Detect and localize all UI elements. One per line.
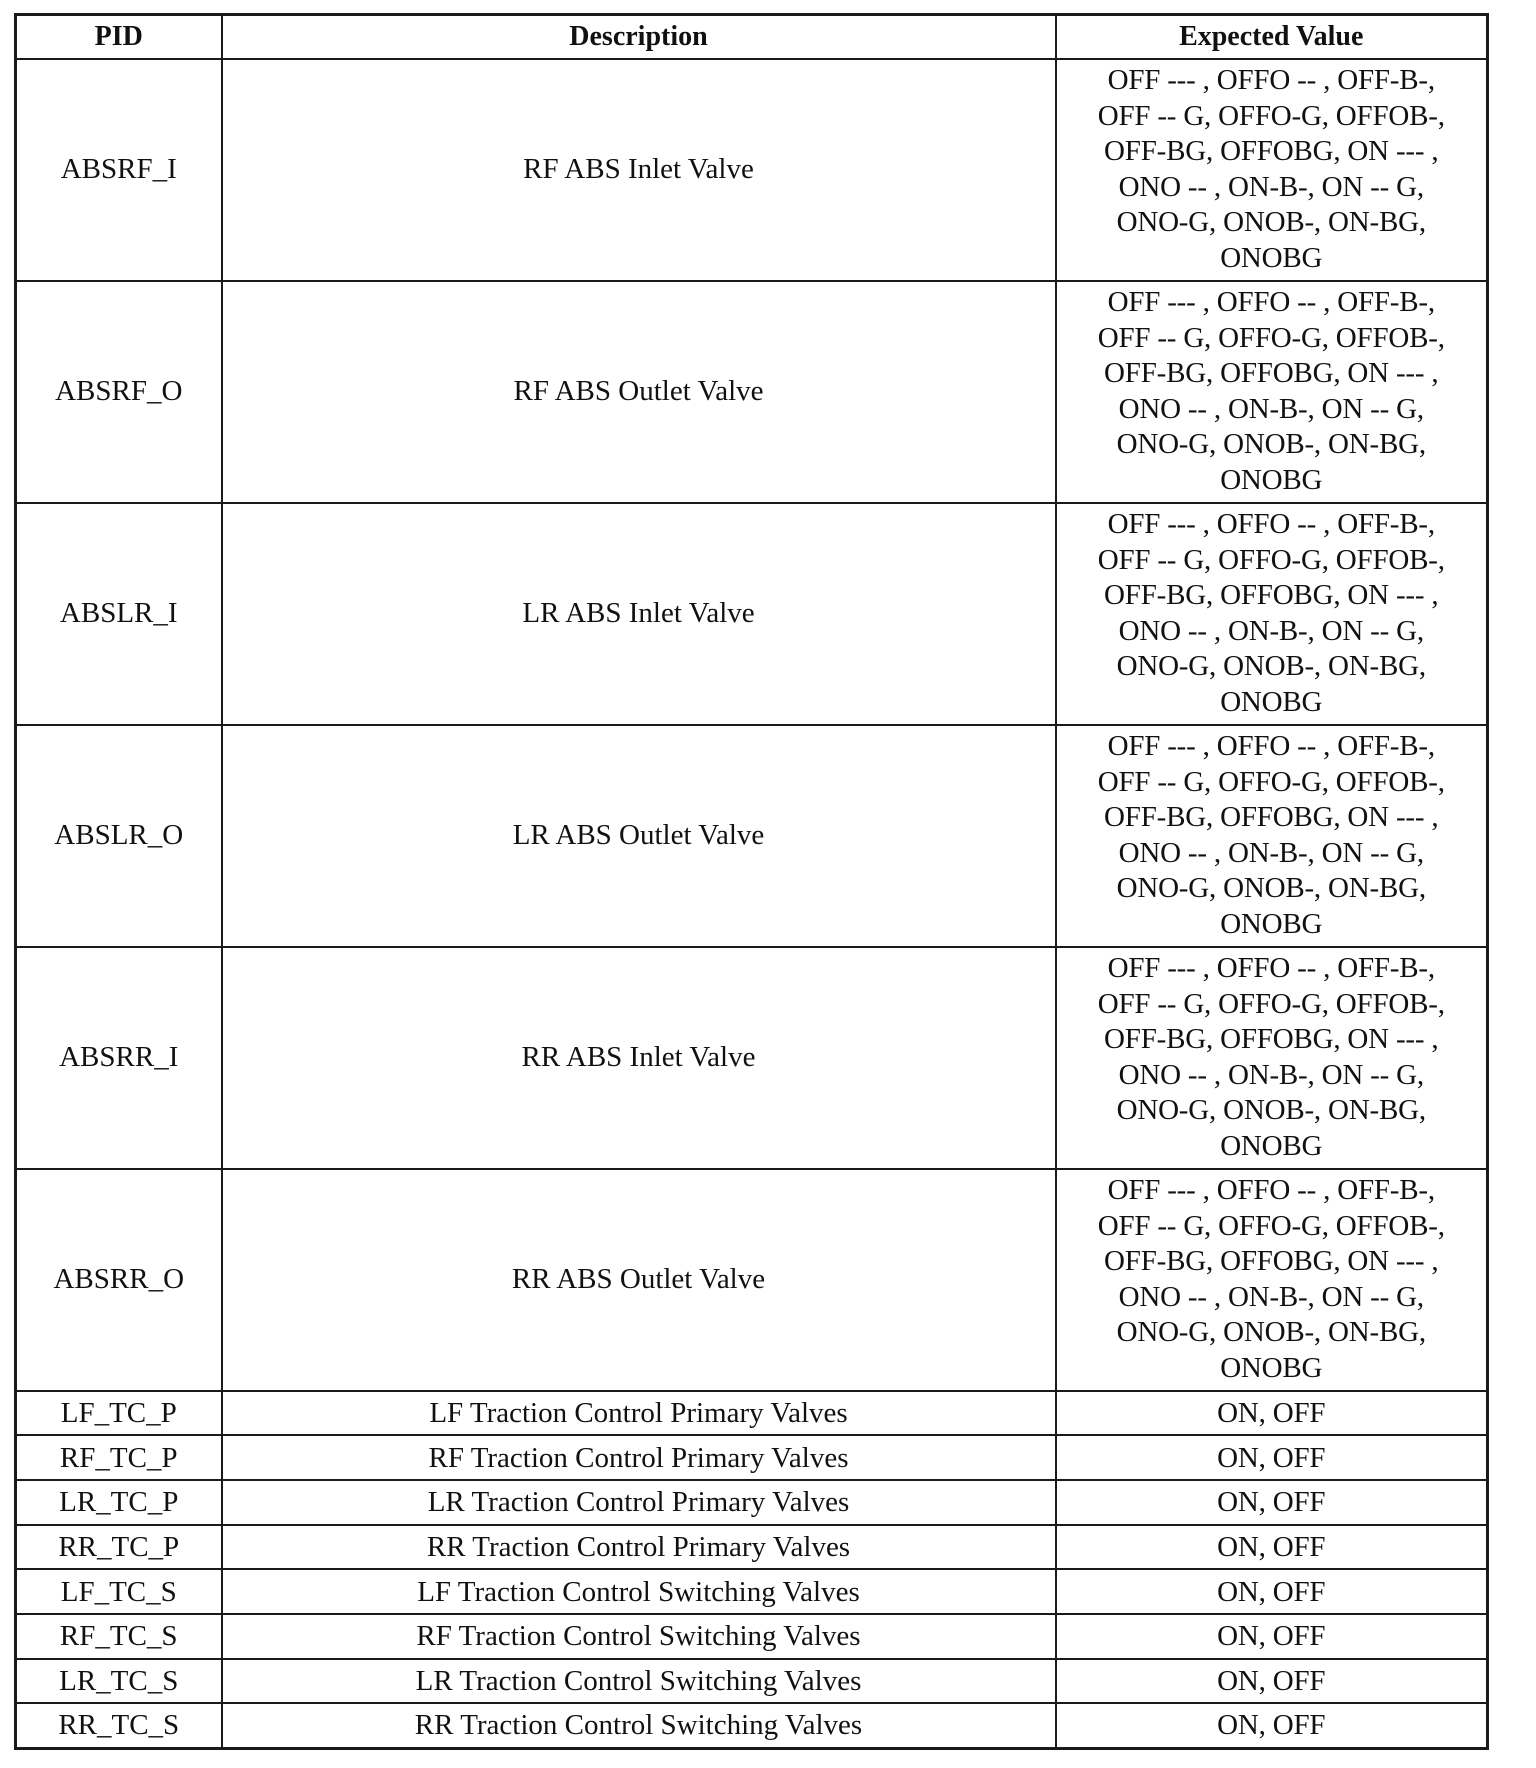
pid-table: [14, 13, 1489, 1750]
expected-value-line: ONO -- , ON-B-, ON -- G,: [1118, 392, 1424, 425]
table-row: [16, 1659, 1488, 1704]
expected-value-line: ONO -- , ON-B-, ON -- G,: [1118, 170, 1424, 203]
table-row: [16, 1614, 1488, 1659]
expected-value-line: OFF -- G, OFFO-G, OFFOB-,: [1097, 543, 1445, 576]
expected-value-line: OFF --- , OFFO -- , OFF-B-,: [1107, 1174, 1435, 1206]
table-row: [16, 503, 1488, 725]
table-row: [16, 281, 1488, 503]
table-row: [16, 1569, 1488, 1614]
pid-cell: LF_TC_S: [16, 1569, 222, 1614]
expected-value-line: ONO-G, ONOB-, ON-BG,: [1116, 872, 1426, 904]
expected-value-line: OFF-BG, OFFOBG, ON --- ,: [1104, 135, 1439, 167]
description-cell: RR ABS Inlet Valve: [222, 947, 1056, 1169]
expected-value-cell: [1056, 1569, 1488, 1614]
description-cell: LF Traction Control Primary Valves: [222, 1391, 1056, 1436]
expected-value-line: ONOBG: [1220, 1129, 1323, 1162]
expected-value-cell: [1056, 725, 1488, 947]
expected-value-line: OFF-BG, OFFOBG, ON --- ,: [1104, 801, 1439, 833]
table-row: [16, 1169, 1488, 1391]
pid-cell: ABSLR_I: [16, 503, 222, 725]
expected-value-line: OFF --- , OFFO -- , OFF-B-,: [1107, 64, 1435, 96]
expected-value-cell: [1056, 1614, 1488, 1659]
description-cell: RF ABS Inlet Valve: [222, 59, 1056, 281]
description-cell: LR ABS Outlet Valve: [222, 725, 1056, 947]
table-row: [16, 1703, 1488, 1748]
expected-value-line: ONO -- , ON-B-, ON -- G,: [1118, 1280, 1424, 1313]
expected-value-line: ONO-G, ONOB-, ON-BG,: [1116, 206, 1426, 238]
table-row: [16, 59, 1488, 281]
pid-cell: ABSRF_O: [16, 281, 222, 503]
expected-value-line: ONO-G, ONOB-, ON-BG,: [1116, 650, 1426, 682]
expected-value-line: ON, OFF: [1217, 1575, 1326, 1608]
pid-cell: ABSLR_O: [16, 725, 222, 947]
expected-value-line: ONOBG: [1220, 241, 1323, 274]
pid-cell: RF_TC_S: [16, 1614, 222, 1659]
expected-value-line: ONO-G, ONOB-, ON-BG,: [1116, 1094, 1426, 1126]
pid-cell: ABSRR_O: [16, 1169, 222, 1391]
pid-cell: RR_TC_S: [16, 1703, 222, 1748]
table-body: [16, 59, 1488, 1749]
header-description: Description: [222, 15, 1056, 59]
expected-value-line: OFF-BG, OFFOBG, ON --- ,: [1104, 357, 1439, 389]
description-cell: RR Traction Control Primary Valves: [222, 1525, 1056, 1570]
expected-value-cell: [1056, 1169, 1488, 1391]
expected-value-line: ONO -- , ON-B-, ON -- G,: [1118, 1058, 1424, 1091]
expected-value-line: OFF -- G, OFFO-G, OFFOB-,: [1097, 1209, 1445, 1242]
expected-value-line: ONO -- , ON-B-, ON -- G,: [1118, 614, 1424, 647]
expected-value-line: ON, OFF: [1217, 1530, 1326, 1563]
description-cell: RF ABS Outlet Valve: [222, 281, 1056, 503]
expected-value-line: ONOBG: [1220, 685, 1323, 718]
expected-value-line: ON, OFF: [1217, 1620, 1326, 1653]
header-row: [16, 15, 1488, 59]
expected-value-cell: [1056, 1703, 1488, 1748]
description-cell: RR Traction Control Switching Valves: [222, 1703, 1056, 1748]
expected-value-cell: [1056, 1480, 1488, 1525]
expected-value-line: ONOBG: [1220, 907, 1323, 940]
description-cell: LR Traction Control Switching Valves: [222, 1659, 1056, 1704]
table-row: [16, 947, 1488, 1169]
expected-value-line: OFF-BG, OFFOBG, ON --- ,: [1104, 579, 1439, 611]
table-row: [16, 1391, 1488, 1436]
expected-value-cell: [1056, 59, 1488, 281]
pid-cell: RR_TC_P: [16, 1525, 222, 1570]
expected-value-line: OFF --- , OFFO -- , OFF-B-,: [1107, 952, 1435, 984]
expected-value-cell: [1056, 947, 1488, 1169]
expected-value-line: ON, OFF: [1217, 1664, 1326, 1697]
header-expected-value: Expected Value: [1056, 15, 1488, 59]
header-pid: PID: [16, 15, 222, 59]
expected-value-line: OFF --- , OFFO -- , OFF-B-,: [1107, 286, 1435, 318]
expected-value-line: ON, OFF: [1217, 1441, 1326, 1474]
expected-value-line: ON, OFF: [1217, 1396, 1326, 1429]
description-cell: LR ABS Inlet Valve: [222, 503, 1056, 725]
expected-value-cell: [1056, 1659, 1488, 1704]
table-row: [16, 1525, 1488, 1570]
description-cell: LF Traction Control Switching Valves: [222, 1569, 1056, 1614]
pid-cell: LF_TC_P: [16, 1391, 222, 1436]
expected-value-line: ON, OFF: [1217, 1486, 1326, 1519]
expected-value-line: ONO -- , ON-B-, ON -- G,: [1118, 836, 1424, 869]
description-cell: RR ABS Outlet Valve: [222, 1169, 1056, 1391]
expected-value-cell: [1056, 281, 1488, 503]
description-cell: RF Traction Control Primary Valves: [222, 1435, 1056, 1480]
description-cell: LR Traction Control Primary Valves: [222, 1480, 1056, 1525]
expected-value-line: ON, OFF: [1217, 1709, 1326, 1742]
description-cell: RF Traction Control Switching Valves: [222, 1614, 1056, 1659]
pid-cell: ABSRR_I: [16, 947, 222, 1169]
expected-value-line: OFF --- , OFFO -- , OFF-B-,: [1107, 730, 1435, 762]
expected-value-line: OFF --- , OFFO -- , OFF-B-,: [1107, 508, 1435, 540]
expected-value-line: OFF -- G, OFFO-G, OFFOB-,: [1097, 987, 1445, 1020]
expected-value-line: ONO-G, ONOB-, ON-BG,: [1116, 1316, 1426, 1348]
expected-value-cell: [1056, 1525, 1488, 1570]
table-row: [16, 1480, 1488, 1525]
expected-value-line: ONOBG: [1220, 1351, 1323, 1384]
expected-value-cell: [1056, 1435, 1488, 1480]
expected-value-line: ONO-G, ONOB-, ON-BG,: [1116, 428, 1426, 460]
expected-value-line: OFF -- G, OFFO-G, OFFOB-,: [1097, 765, 1445, 798]
expected-value-line: OFF-BG, OFFOBG, ON --- ,: [1104, 1245, 1439, 1277]
pid-cell: ABSRF_I: [16, 59, 222, 281]
pid-cell: RF_TC_P: [16, 1435, 222, 1480]
expected-value-cell: [1056, 503, 1488, 725]
pid-cell: LR_TC_S: [16, 1659, 222, 1704]
table-row: [16, 725, 1488, 947]
expected-value-line: OFF -- G, OFFO-G, OFFOB-,: [1097, 321, 1445, 354]
expected-value-cell: [1056, 1391, 1488, 1436]
table-row: [16, 1435, 1488, 1480]
expected-value-line: OFF-BG, OFFOBG, ON --- ,: [1104, 1023, 1439, 1055]
expected-value-line: ONOBG: [1220, 463, 1323, 496]
pid-cell: LR_TC_P: [16, 1480, 222, 1525]
expected-value-line: OFF -- G, OFFO-G, OFFOB-,: [1097, 99, 1445, 132]
